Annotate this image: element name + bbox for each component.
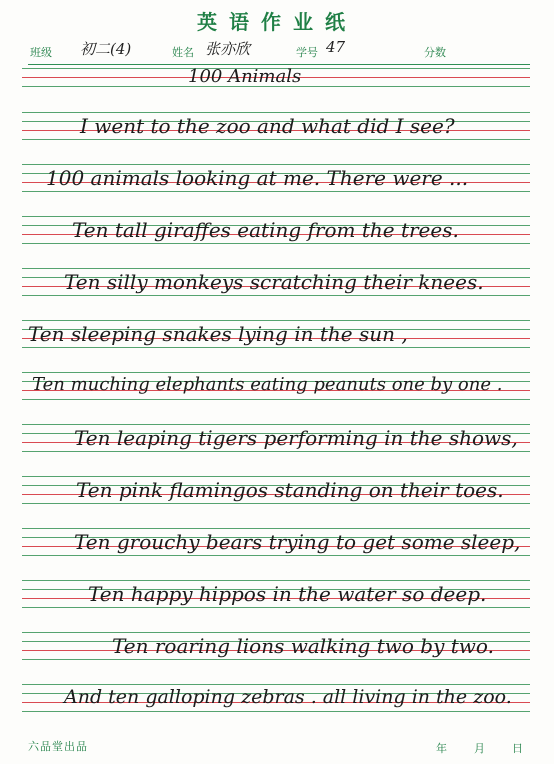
staff-12-line-1 [22, 684, 530, 685]
staff-2-line-4 [22, 191, 530, 192]
staff-10-line-1 [22, 580, 530, 581]
staff-11-line-1 [22, 632, 530, 633]
essay-title: 100 Animals [188, 66, 302, 87]
staff-5-line-1 [22, 320, 530, 321]
year-label: 年 [436, 742, 447, 755]
staff-3-line-1 [22, 216, 530, 217]
essay-line-3: Ten tall giraffes eating from the trees. [72, 218, 459, 242]
staff-4-line-4 [22, 295, 530, 296]
essay-line-12: And ten galloping zebras . all living in the zoo. [64, 686, 512, 708]
name-label: 姓名 [172, 46, 194, 59]
essay-line-10: Ten happy hippos in the water so deep. [88, 582, 487, 606]
staff-6-line-4 [22, 399, 530, 400]
essay-line-1: I went to the zoo and what did I see? [80, 114, 455, 138]
staff-9-line-4 [22, 555, 530, 556]
class-value: 初二(4) [80, 40, 132, 58]
staff-8-line-4 [22, 503, 530, 504]
staff-7-line-4 [22, 451, 530, 452]
staff-7-line-1 [22, 424, 530, 425]
sheet-title: 英语作业纸 [197, 10, 357, 34]
class-label: 班级 [30, 46, 52, 59]
sheet-header [0, 38, 554, 64]
staff-4-line-1 [22, 268, 530, 269]
essay-line-5: Ten sleeping snakes lying in the sun , [28, 322, 408, 346]
essay-line-4: Ten silly monkeys scratching their knees. [64, 270, 484, 294]
student-no-value: 47 [326, 38, 346, 56]
staff-2-line-1 [22, 164, 530, 165]
score-label: 分数 [424, 46, 446, 59]
staff-12-line-4 [22, 711, 530, 712]
staff-1-line-1 [22, 112, 530, 113]
staff-9-line-1 [22, 528, 530, 529]
staff-8-line-1 [22, 476, 530, 477]
staff-1-line-4 [22, 139, 530, 140]
essay-line-8: Ten pink flamingos standing on their toes. [76, 478, 504, 502]
staff-5-line-4 [22, 347, 530, 348]
month-label: 月 [474, 742, 485, 755]
staff-10-line-4 [22, 607, 530, 608]
essay-line-6: Ten muching elephants eating peanuts one by one . [32, 374, 503, 395]
name-value: 张亦欣 [205, 40, 251, 58]
student-no-label: 学号 [296, 46, 318, 59]
essay-line-11: Ten roaring lions walking two by two. [112, 634, 494, 658]
day-label: 日 [512, 742, 523, 755]
publisher-mark: 六品堂出品 [28, 740, 88, 753]
staff-6-line-1 [22, 372, 530, 373]
header-underline [28, 64, 530, 65]
staff-3-line-4 [22, 243, 530, 244]
staff-11-line-4 [22, 659, 530, 660]
essay-line-7: Ten leaping tigers performing in the shows, [74, 426, 518, 450]
essay-line-2: 100 animals looking at me. There were ... [46, 166, 469, 190]
essay-line-9: Ten grouchy bears trying to get some sleep, [74, 530, 521, 554]
